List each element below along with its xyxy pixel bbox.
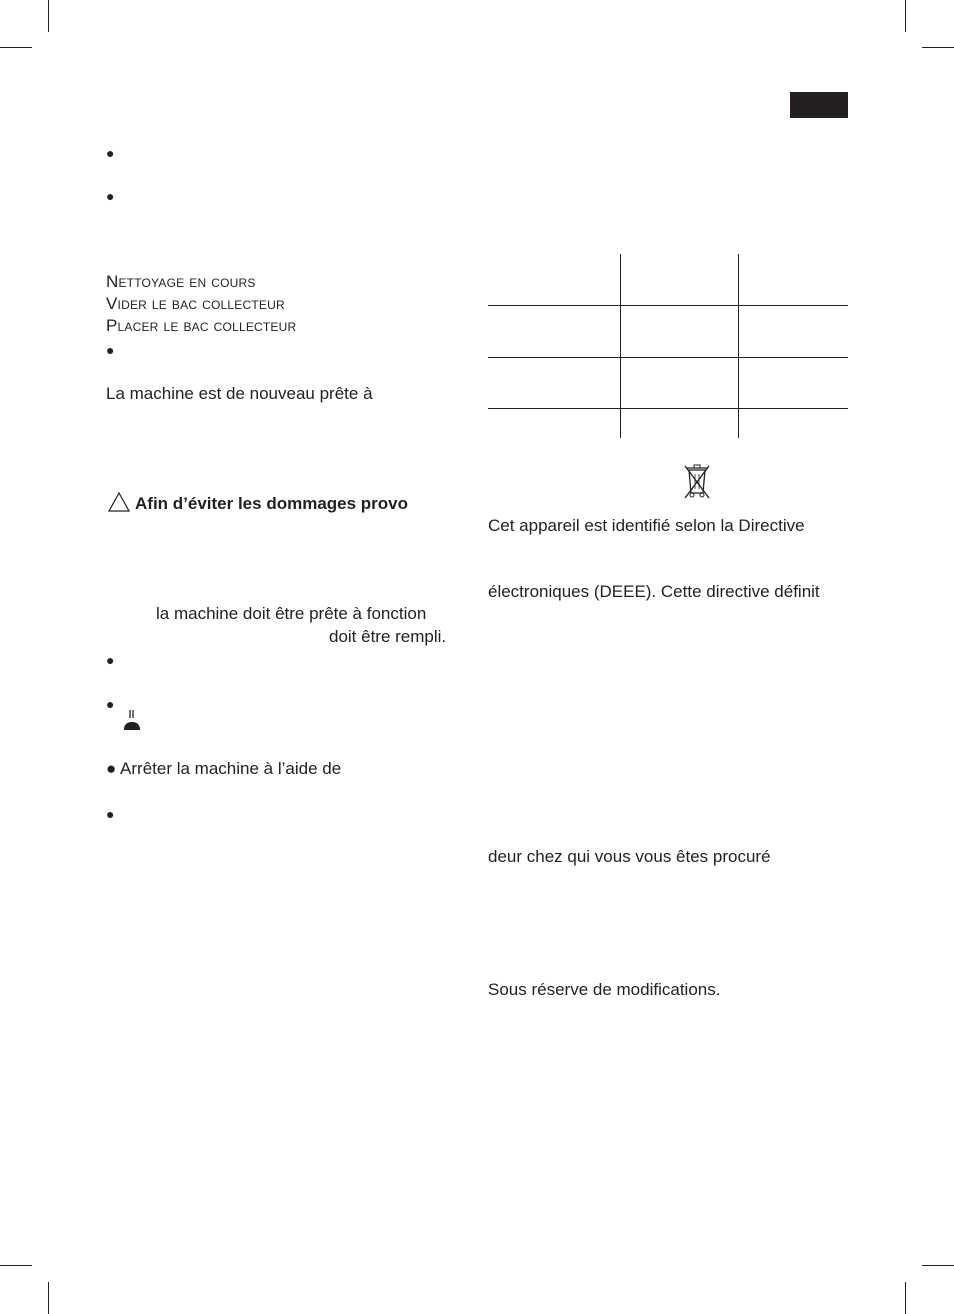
table-divider [738,254,739,438]
crop-mark [48,0,49,32]
ready-text: La machine est de nouveau prête à [106,384,373,403]
bullet: ● [106,696,115,712]
display-message: Placer le bac collecteur [106,316,297,335]
directive-text: Cet appareil est identifié selon la Directive [488,516,805,535]
filled-text: doit être rempli. [329,627,447,646]
crop-mark [922,1265,954,1266]
crop-mark [905,0,906,32]
bullet: ● [106,342,115,358]
crop-mark [48,1282,49,1314]
steam-icon [121,708,143,732]
bullet: ● [106,652,115,668]
table-rule [488,305,848,306]
display-message: Nettoyage en cours [106,272,256,291]
reserve-text: Sous réserve de modifications. [488,980,721,999]
crossed-bin-icon [682,462,712,500]
crop-mark [0,47,32,48]
bullet: ● [106,188,115,204]
dealer-text: deur chez qui vous vous êtes procuré [488,847,771,866]
crop-mark [922,47,954,48]
warning-text: Afin d’éviter les dommages provo [135,494,409,513]
table-rule [488,357,848,358]
stop-text: ● Arrêter la machine à l’aide de [106,759,342,778]
warning-triangle-icon [108,492,130,512]
bullet: ● [106,145,115,161]
table-divider [620,254,621,438]
language-tab [790,92,848,118]
deee-text: électroniques (DEEE). Cette directive définit [488,582,820,601]
crop-mark [0,1265,32,1266]
table-rule [488,408,848,409]
bullet: ● [106,806,115,822]
ready-function-text: la machine doit être prête à fonction [156,604,427,623]
display-message: Vider le bac collecteur [106,294,285,313]
crop-mark [905,1282,906,1314]
